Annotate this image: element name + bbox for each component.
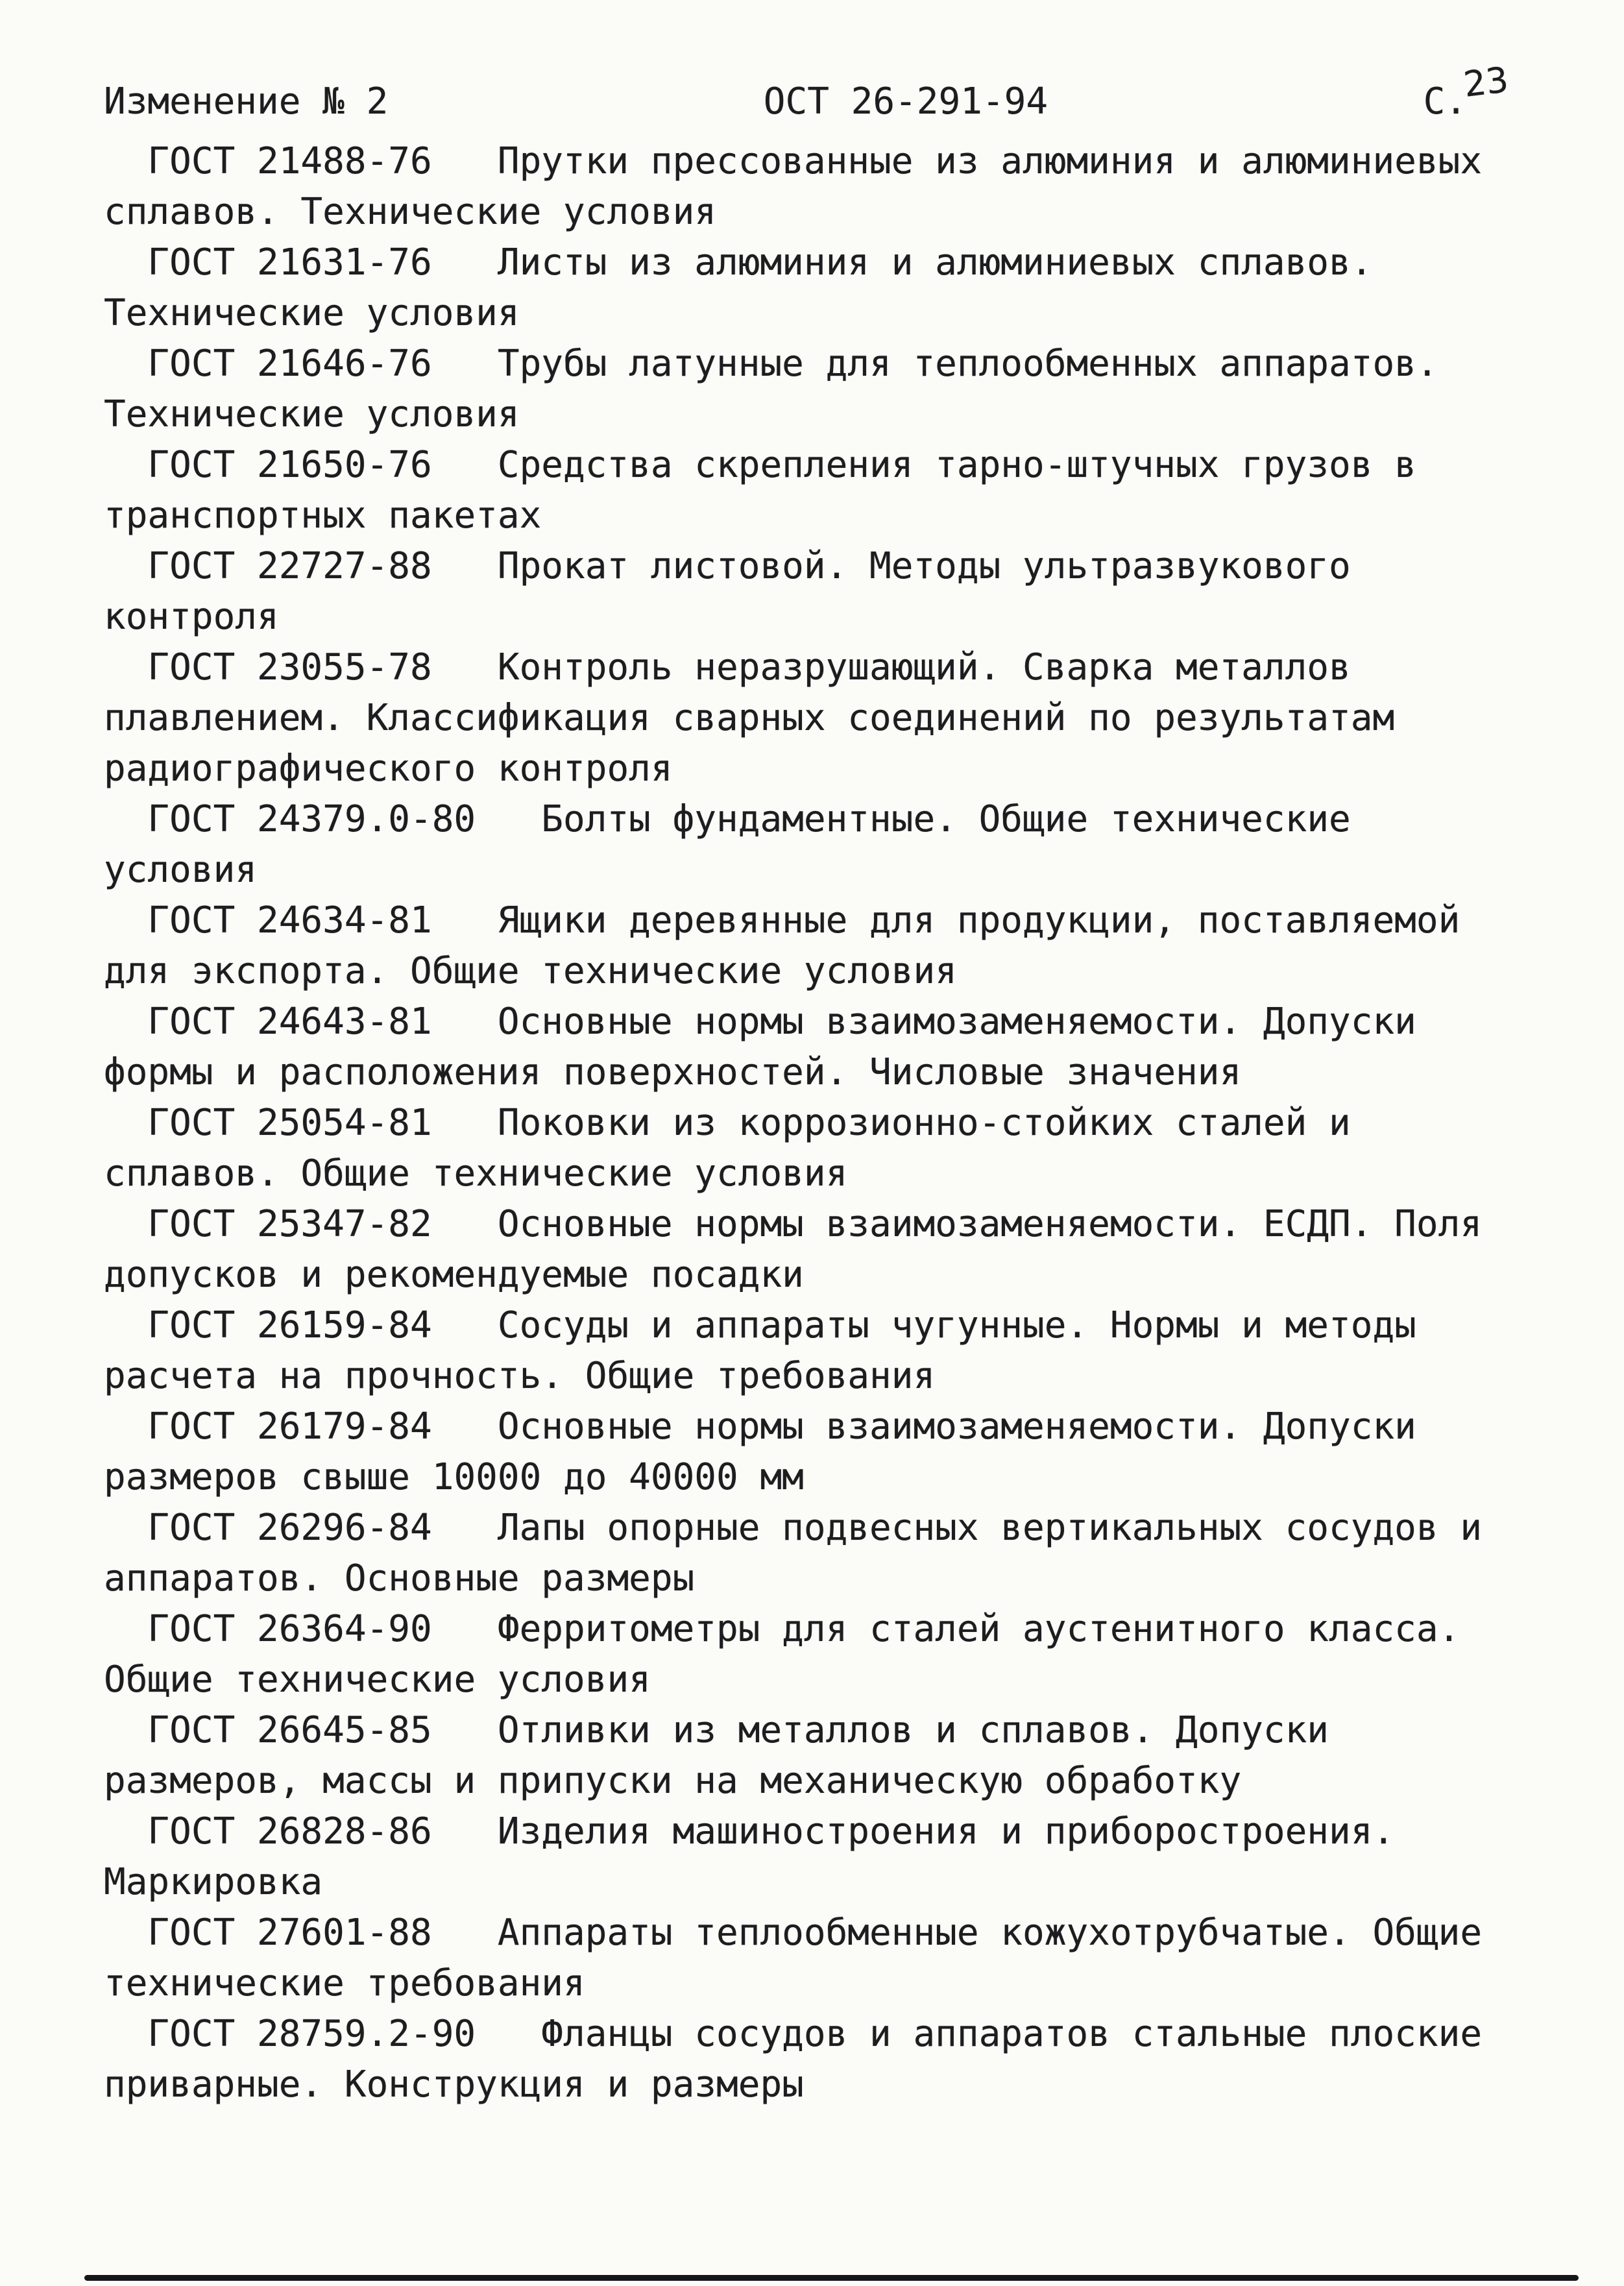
gost-entry [104,997,1521,1098]
gost-entry [104,1503,1521,1604]
gost-title: Прокат листовой. Методы ультразвукового контроля [104,545,1351,638]
gost-entry [104,2009,1521,2110]
gost-title: Контроль неразрушающий. Сварка металлов плавлением. Классификация сварных соединений по результатам радиографического контроля [104,646,1395,790]
gost-title: Основные нормы взаимозаменяемости. ЕСДП. Поля допусков и рекомендуемые посадки [104,1203,1483,1296]
gost-title: Ферритометры для сталей аустенитного класса. Общие технические условия [104,1608,1460,1701]
page-number: 23 [1460,59,1510,105]
gost-title: Прутки прессованные из алюминия и алюминиевых сплавов. Технические условия [104,140,1483,233]
standards-list [104,136,1521,2110]
gost-code: ГОСТ 26828-86 [147,1810,432,1853]
gost-entry [104,136,1521,237]
page-header [104,59,1521,127]
gost-entry [104,642,1521,794]
gost-code: ГОСТ 28759.2-90 [147,2013,476,2055]
gost-title: Сосуды и аппараты чугунные. Нормы и методы расчета на прочность. Общие требования [104,1304,1416,1397]
gost-title: Основные нормы взаимозаменяемости. Допуски размеров свыше 10000 до 40000 мм [104,1405,1416,1498]
gost-code: ГОСТ 21650-76 [147,444,432,486]
document-number: ОСТ 26-291-94 [763,80,1048,123]
gost-code: ГОСТ 22727-88 [147,545,432,587]
gost-entry [104,1604,1521,1705]
gost-code: ГОСТ 21631-76 [147,241,432,284]
gost-entry [104,1705,1521,1806]
gost-code: ГОСТ 25347-82 [147,1203,432,1245]
gost-code: ГОСТ 26179-84 [147,1405,432,1448]
gost-title: Трубы латунные для теплообменных аппаратов. Технические условия [104,343,1438,435]
gost-entry [104,1098,1521,1199]
gost-entry [104,794,1521,895]
gost-entry [104,1908,1521,2009]
gost-title: Основные нормы взаимозаменяемости. Допуски формы и расположения поверхностей. Числовые значения [104,1001,1416,1093]
gost-code: ГОСТ 27601-88 [147,1912,432,1954]
gost-title: Листы из алюминия и алюминиевых сплавов. Технические условия [104,241,1373,334]
gost-entry [104,1300,1521,1402]
gost-code: ГОСТ 23055-78 [147,646,432,688]
gost-code: ГОСТ 24643-81 [147,1001,432,1043]
change-label: Изменение № 2 [104,80,389,123]
gost-code: ГОСТ 26364-90 [147,1608,432,1650]
gost-entry [104,541,1521,642]
gost-title: Фланцы сосудов и аппаратов стальные плоские приварные. Конструкция и размеры [104,2013,1483,2106]
gost-title: Отливки из металлов и сплавов. Допуски размеров, массы и припуски на механическую обработку [104,1709,1329,1802]
gost-title: Поковки из коррозионно-стойких сталей и сплавов. Общие технические условия [104,1102,1351,1195]
scan-edge-artifact [84,2275,1579,2281]
gost-title: Лапы опорные подвесных вертикальных сосудов и аппаратов. Основные размеры [104,1507,1483,1599]
page-label [1423,59,1521,127]
gost-code: ГОСТ 26645-85 [147,1709,432,1751]
gost-title: Изделия машиностроения и приборостроения. Маркировка [104,1810,1395,1903]
gost-entry [104,237,1521,339]
gost-title: Средства скрепления тарно-штучных грузов в транспортных пакетах [104,444,1416,537]
gost-code: ГОСТ 26159-84 [147,1304,432,1346]
gost-entry [104,339,1521,440]
gost-entry [104,1199,1521,1300]
gost-title: Аппараты теплообменные кожухотрубчатые. Общие технические требования [104,1912,1483,2004]
gost-entry [104,1806,1521,1908]
gost-code: ГОСТ 21646-76 [147,343,432,385]
gost-entry [104,1402,1521,1503]
gost-title: Ящики деревянные для продукции, поставляемой для экспорта. Общие технические условия [104,899,1460,992]
page-label-text: С. [1423,80,1467,123]
gost-title: Болты фундаментные. Общие технические условия [104,798,1351,891]
gost-entry [104,895,1521,997]
gost-code: ГОСТ 26296-84 [147,1507,432,1549]
gost-code: ГОСТ 21488-76 [147,140,432,182]
gost-code: ГОСТ 24379.0-80 [147,798,476,840]
gost-code: ГОСТ 25054-81 [147,1102,432,1144]
gost-entry [104,440,1521,541]
gost-code: ГОСТ 24634-81 [147,899,432,942]
